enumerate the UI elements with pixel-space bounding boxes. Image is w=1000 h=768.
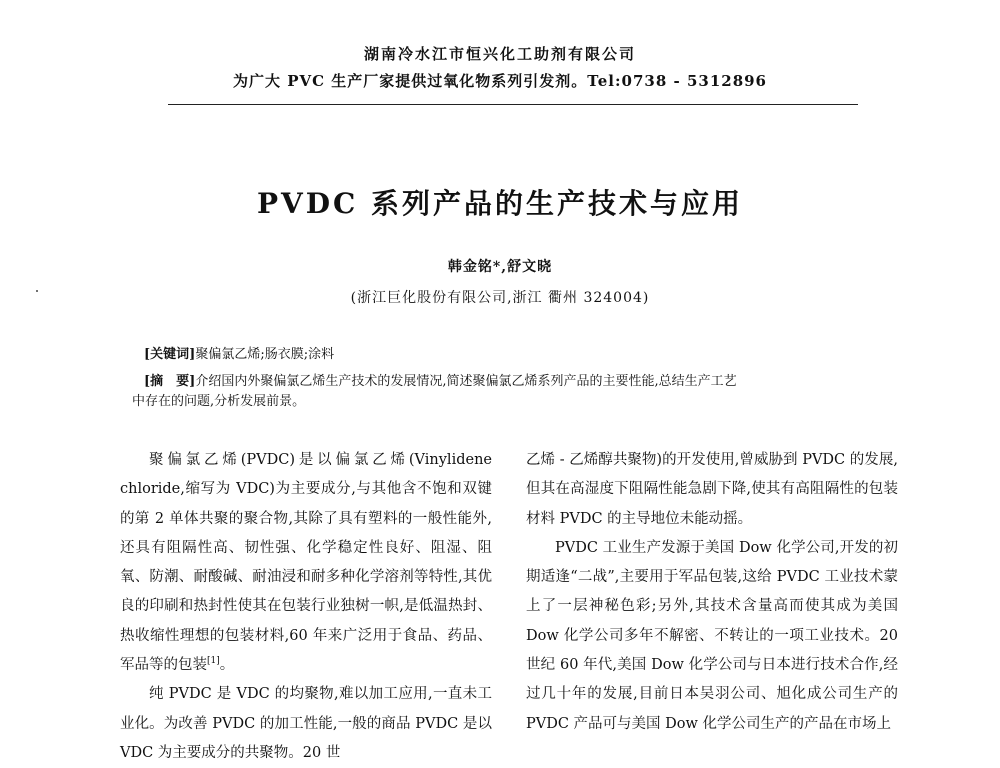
abstract-label: [摘 要]: [144, 374, 196, 389]
keywords: [144, 345, 884, 365]
paragraph: [120, 446, 492, 680]
body-column-left: [120, 446, 492, 768]
article-authors: 韩金铭*,舒文晓: [447, 259, 553, 275]
keywords-text: 聚偏氯乙烯;肠衣膜;涂料: [195, 347, 335, 362]
header-divider: [168, 104, 858, 105]
abstract-text-1: 介绍国内外聚偏氯乙烯生产技术的发展情况,简述聚偏氯乙烯系列产品的主要性能,总结生产工艺: [195, 374, 737, 389]
article-affiliation: (浙江巨化股份有限公司,浙江 衢州 324004): [350, 290, 650, 306]
paragraph: 乙烯 - 乙烯醇共聚物)的开发使用,曾威胁到 PVDC 的发展,但其在高湿度下阻隔性能急剧下降,使其有高阻隔性的包装材料 PVDC 的主导地位未能动摇。: [526, 452, 898, 527]
citation-ref: [1]: [207, 656, 220, 667]
header-tagline: 为广大 PVC 生产厂家提供过氧化物系列引发剂。Tel:0738 - 5312896: [233, 72, 767, 90]
keywords-label: [关键词]: [144, 347, 196, 362]
header-company: 湖南冷水江市恒兴化工助剂有限公司: [363, 45, 636, 63]
article-title: PVDC 系列产品的生产技术与应用: [256, 187, 744, 220]
running-header: [0, 44, 1000, 92]
paragraph: 纯 PVDC 是 VDC 的均聚物,难以加工应用,一直未工业化。为改善 PVDC 的加工性能,一般的商品 PVDC 是以 VDC 为主要成分的共聚物。20 世: [120, 686, 492, 761]
paragraph-text: 聚偏氯乙烯(PVDC)是以偏氯乙烯(Vinylidene chloride,缩写为 VDC)为主要成分,与其他含不饱和双键的第 2 单体共聚的聚合物,其除了具有塑料的一般性能外,还具有阻隔性高、韧性强、化学稳定性良好、阻湿、阻氧、防潮、耐酸碱、耐油浸和耐多种化学溶剂等特性,其优良的印刷和热封性使其在包装行业独树一帜,是低温热封、热收缩性理想的包装材料,60 年来广泛用于食品、药品、军品等的包装: [120, 452, 492, 674]
abstract-text-2: 中存在的问题,分析发展前景。: [132, 394, 306, 409]
abstract-first-line: [144, 372, 884, 392]
abstract: [132, 372, 884, 412]
paragraph-end: 。: [219, 657, 235, 674]
body-column-right: [526, 446, 898, 739]
paragraph: PVDC 工业生产发源于美国 Dow 化学公司,开发的初期适逢“二战”,主要用于军品包装,这给 PVDC 工业技术蒙上了一层神秘色彩;另外,其技术含量高而使其成为美国 Dow 化学公司多年不解密、不转让的一项工业技术。20 世纪 60 年代,美国 Dow 化学公司与日本进行技术合作,经过几十年的发展,目前日本吴羽公司、旭化成公司生产的 PVDC 产品可与美国 Dow 化学公司生产的产品在市场上: [526, 539, 898, 732]
